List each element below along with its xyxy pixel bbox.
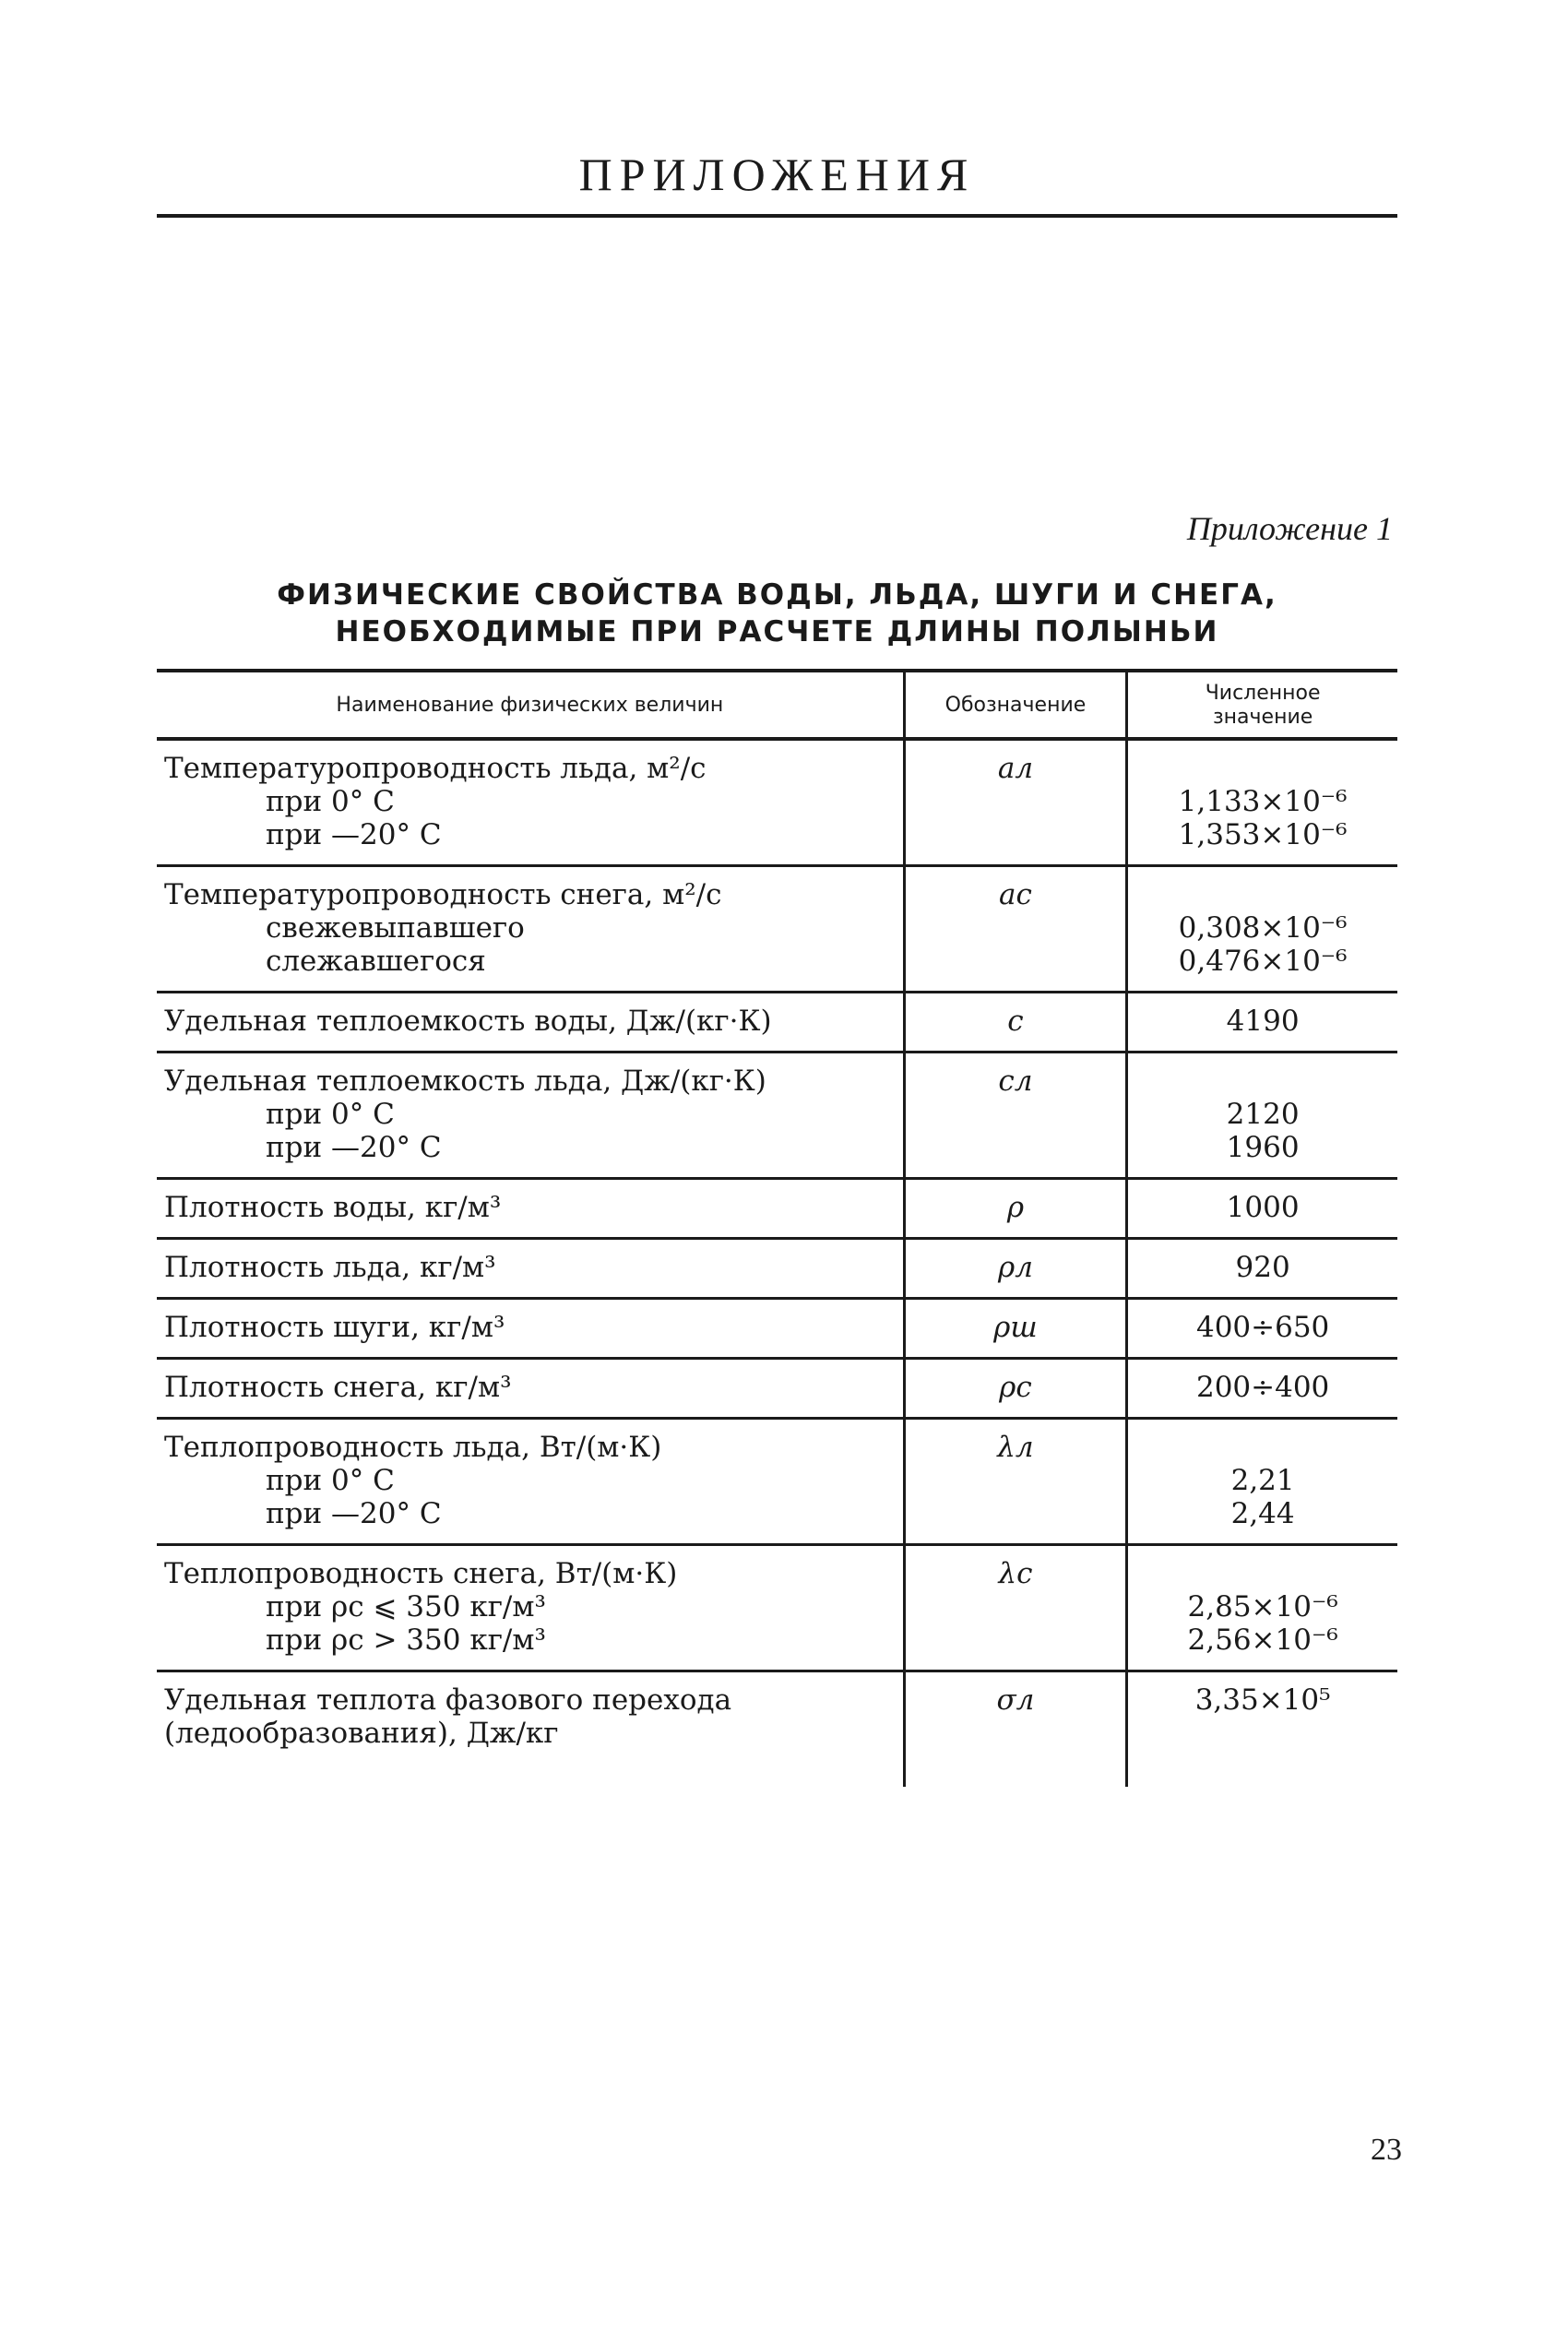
property-name: Теплопроводность льда, Вт/(м·К) <box>164 1431 662 1464</box>
symbol-cell: λс <box>904 1545 1127 1671</box>
property-name: Удельная теплота фазового перехода (ледообразования), Дж/кг <box>164 1683 732 1750</box>
value: 0,308×10⁻⁶ <box>1178 911 1348 945</box>
property-name: Плотность снега, кг/м³ <box>164 1371 512 1404</box>
property-cell <box>157 1545 904 1671</box>
property-name: Плотность шуги, кг/м³ <box>164 1311 505 1344</box>
value: 2,85×10⁻⁶ <box>1187 1590 1338 1623</box>
table-row <box>157 1239 1397 1299</box>
value-cell <box>1127 1053 1397 1179</box>
value: 4190 <box>1127 993 1397 1053</box>
value: 1000 <box>1127 1179 1397 1239</box>
value: 0,476×10⁻⁶ <box>1178 945 1348 978</box>
header-value-line: значение <box>1212 706 1313 729</box>
symbol-cell: aл <box>904 739 1127 866</box>
symbol-cell: cл <box>904 1053 1127 1179</box>
property-name: Теплопроводность снега, Вт/(м·К) <box>164 1557 678 1590</box>
value: 920 <box>1127 1239 1397 1299</box>
header-rule <box>157 214 1397 218</box>
symbol-cell: σл <box>904 1671 1127 1788</box>
table-row <box>157 1419 1397 1545</box>
running-header: ПРИЛОЖЕНИЯ <box>578 149 976 200</box>
property-cell <box>157 1053 904 1179</box>
property-name: Температуропроводность снега, м²/с <box>164 878 722 911</box>
property-condition: при ρс ⩽ 350 кг/м³ <box>266 1590 546 1623</box>
table-row <box>157 1053 1397 1179</box>
value: 1,353×10⁻⁶ <box>1178 818 1348 851</box>
properties-table <box>157 669 1397 1787</box>
property-condition: при —20° С <box>266 1497 442 1530</box>
value: 2,21 <box>1230 1464 1295 1497</box>
property-name: Температуропроводность льда, м²/с <box>164 752 707 785</box>
table-title <box>157 577 1397 650</box>
header-value <box>1127 671 1397 739</box>
property-condition: при —20° С <box>266 1131 442 1164</box>
property-condition: при 0° С <box>266 785 395 818</box>
table-row <box>157 866 1397 993</box>
value: 2,44 <box>1230 1497 1295 1530</box>
value: 1,133×10⁻⁶ <box>1178 785 1348 818</box>
value-cell <box>1127 1545 1397 1671</box>
value-cell <box>1127 1419 1397 1545</box>
property-condition: слежавшегося <box>266 945 486 978</box>
value-cell <box>1127 739 1397 866</box>
property-cell <box>157 1419 904 1545</box>
property-name: Удельная теплоемкость воды, Дж/(кг·К) <box>164 1005 772 1038</box>
property-condition: при 0° С <box>266 1098 395 1131</box>
symbol-cell: aс <box>904 866 1127 993</box>
symbol-cell: ρ <box>904 1179 1127 1239</box>
table-header-row <box>157 671 1397 739</box>
symbol-cell: ρс <box>904 1359 1127 1419</box>
appendix-label: Приложение 1 <box>1186 510 1393 547</box>
header-symbol: Обозначение <box>904 671 1127 739</box>
value: 1960 <box>1226 1131 1300 1164</box>
property-name: Плотность льда, кг/м³ <box>164 1251 496 1284</box>
property-condition: свежевыпавшего <box>266 911 525 945</box>
table-row <box>157 1545 1397 1671</box>
table-row <box>157 739 1397 866</box>
value: 2120 <box>1226 1098 1300 1131</box>
table-row <box>157 1671 1397 1788</box>
table-row <box>157 1179 1397 1239</box>
value: 200÷400 <box>1127 1359 1397 1419</box>
property-name: Удельная теплоемкость льда, Дж/(кг·К) <box>164 1064 766 1098</box>
symbol-cell: ρш <box>904 1299 1127 1359</box>
table-row <box>157 993 1397 1053</box>
value-cell <box>1127 866 1397 993</box>
header-name: Наименование физических величин <box>336 694 724 717</box>
property-cell <box>157 739 904 866</box>
header-value-line: Численное <box>1205 682 1321 705</box>
table-row <box>157 1299 1397 1359</box>
property-condition: при 0° С <box>266 1464 395 1497</box>
value: 2,56×10⁻⁶ <box>1187 1623 1338 1657</box>
symbol-cell: ρл <box>904 1239 1127 1299</box>
page-number: 23 <box>1371 2133 1402 2167</box>
symbol-cell: c <box>904 993 1127 1053</box>
property-condition: при ρс > 350 кг/м³ <box>266 1623 546 1657</box>
table-title-line: ФИЗИЧЕСКИЕ СВОЙСТВА ВОДЫ, ЛЬДА, ШУГИ И СНЕГА, <box>277 578 1277 612</box>
value: 3,35×10⁵ <box>1127 1671 1397 1788</box>
symbol-cell: λл <box>904 1419 1127 1545</box>
property-cell <box>157 866 904 993</box>
table-title-line: НЕОБХОДИМЫЕ ПРИ РАСЧЕТЕ ДЛИНЫ ПОЛЫНЬИ <box>335 615 1219 648</box>
property-condition: при —20° С <box>266 818 442 851</box>
table-row <box>157 1359 1397 1419</box>
value: 400÷650 <box>1127 1299 1397 1359</box>
property-name: Плотность воды, кг/м³ <box>164 1191 502 1224</box>
